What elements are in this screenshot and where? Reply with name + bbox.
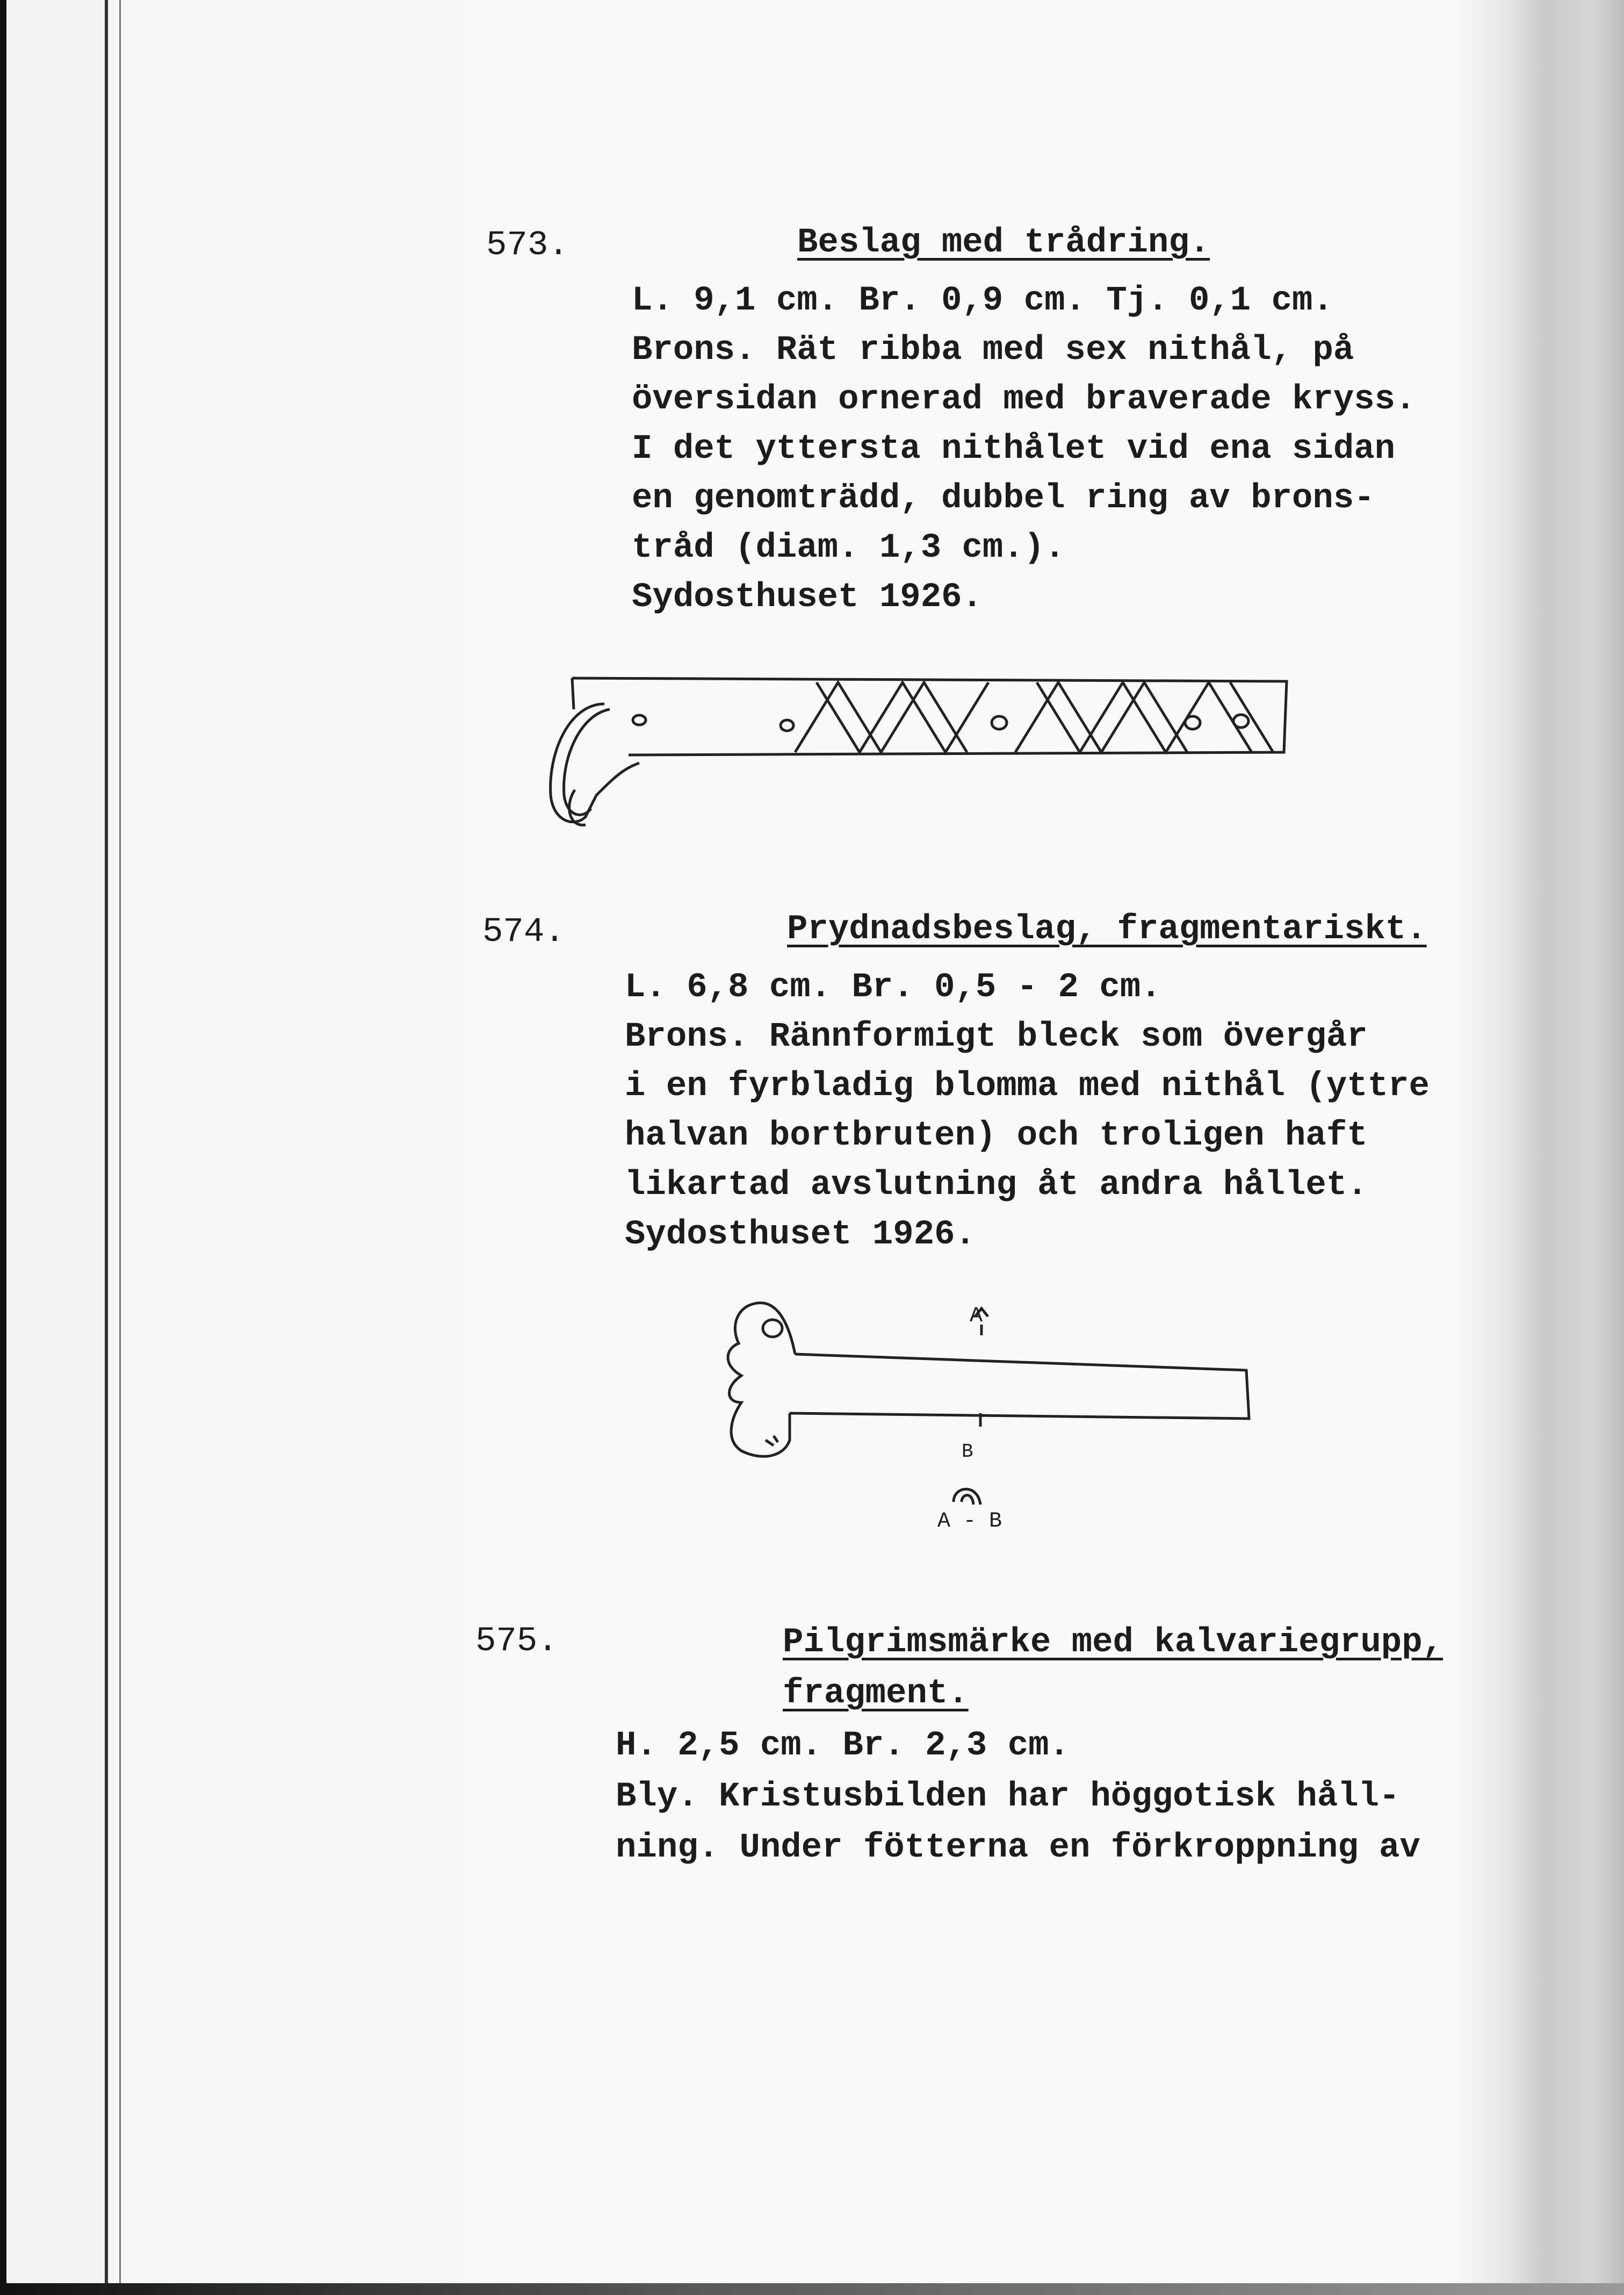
entry-number: 575. <box>475 1622 558 1661</box>
entry-line: tråd (diam. 1,3 cm.). <box>632 529 1065 567</box>
entry-title: Prydnadsbeslag, fragmentariskt. <box>787 910 1427 949</box>
entry-title: Beslag med trådring. <box>797 224 1210 262</box>
entry-line: Bly. Kristusbilden har höggotisk håll- <box>616 1778 1400 1816</box>
entry-line: en genomträdd, dubbel ring av brons- <box>632 479 1375 518</box>
entry-line: H. 2,5 cm. Br. 2,3 cm. <box>616 1726 1070 1765</box>
page-edge <box>105 0 108 2295</box>
entry-line: Sydosthuset 1926. <box>625 1215 976 1254</box>
entry-line: Brons. Rät ribba med sex nithål, på <box>632 331 1354 370</box>
entry-line: Sydosthuset 1926. <box>632 578 983 617</box>
entry-line: L. 9,1 cm. Br. 0,9 cm. Tj. 0,1 cm. <box>632 282 1333 320</box>
section-label-a-b: A - B <box>937 1509 1002 1534</box>
entry-line: i en fyrbladig blomma med nithål (yttre <box>625 1067 1430 1106</box>
entry-line: halvan bortbruten) och troligen haft <box>625 1117 1368 1155</box>
entry-line: Brons. Rännformigt bleck som övergår <box>625 1018 1368 1056</box>
entry-line: översidan ornerad med braverade kryss. <box>632 380 1416 419</box>
entry-title: fragment. <box>783 1674 969 1713</box>
entry-line: L. 6,8 cm. Br. 0,5 - 2 cm. <box>625 968 1161 1007</box>
entry-line: likartad avslutning åt andra hållet. <box>625 1166 1368 1205</box>
page-edge <box>119 0 121 2295</box>
entry-number: 574. <box>482 913 565 952</box>
drawing-beslag-573 <box>537 672 1295 833</box>
drawing-prydnadsbeslag-574 <box>709 1295 1257 1537</box>
entry-line: I det yttersta nithålet vid ena sidan <box>632 430 1396 469</box>
section-label-b: B <box>962 1441 973 1463</box>
entry-number: 573. <box>486 226 569 265</box>
entry-title: Pilgrimsmärke med kalvariegrupp, <box>783 1623 1443 1662</box>
entry-line: ning. Under fötterna en förkroppning av <box>616 1829 1420 1867</box>
section-label-a: A <box>970 1304 983 1328</box>
page-bottom-edge <box>0 2283 1624 2295</box>
